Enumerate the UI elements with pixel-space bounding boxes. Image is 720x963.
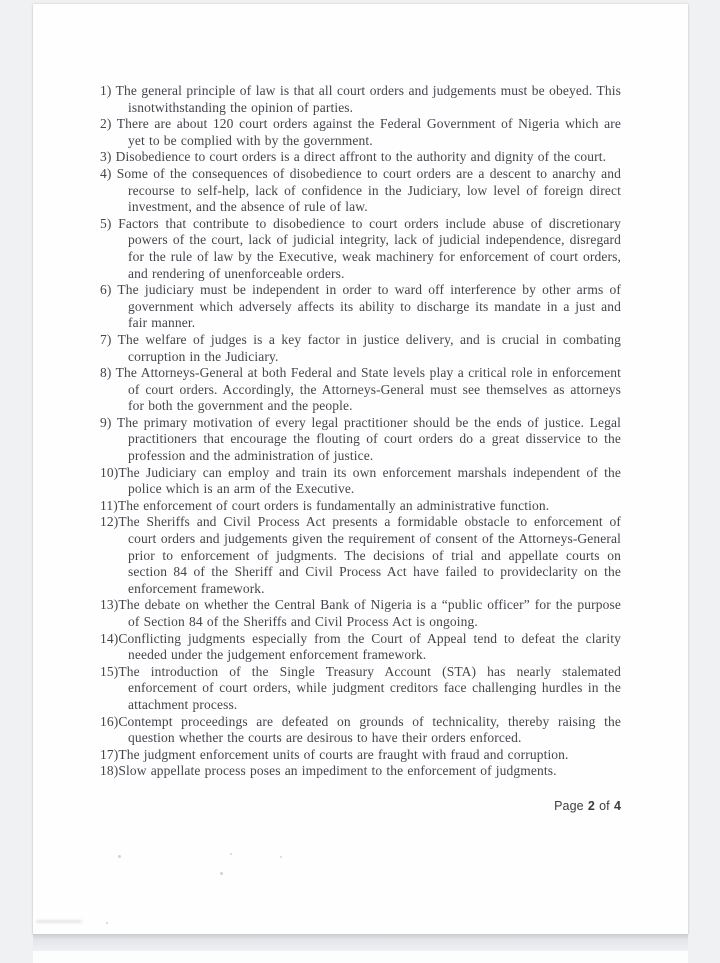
page-footer [100, 798, 621, 815]
list-item: 13)The debate on whether the Central Bank of Nigeria is a “public officer” for the purpose of Section 84 of the Sheriffs and Civil Process Act is ongoing. [100, 597, 621, 629]
scan-speck [280, 856, 282, 858]
page-gap-shadow [33, 934, 688, 951]
list-item: 4) Some of the consequences of disobedience to court orders are a descent to anarchy and recourse to self-help, lack of confidence in the Judiciary, low level of foreign direct investment, and the absence of rule of law. [100, 165, 621, 215]
list-item: 9) The primary motivation of every legal practitioner should be the ends of justice. Legal practitioners that encourage the flouting of court orders do a great disservice to the profession and the administration of justice. [100, 414, 621, 464]
next-page-edge [33, 951, 688, 963]
list-item: 6) The judiciary must be independent in order to ward off interference by other arms of government which adversely affects its ability to discharge its mandate in a just and fair manner. [100, 282, 621, 331]
footer-page-label: Page [554, 798, 584, 813]
page-content [100, 83, 621, 815]
list-item: 17)The judgment enforcement units of courts are fraught with fraud and corruption. [100, 746, 569, 762]
list-item: 3) Disobedience to court orders is a direct affront to the authority and dignity of the court. [100, 149, 607, 165]
scan-speck [118, 855, 121, 858]
list-item: 11)The enforcement of court orders is fundamentally an administrative function. [100, 497, 550, 513]
list-item: 18)Slow appellate process poses an impediment to the enforcement of judgments. [100, 763, 557, 779]
list-item: 16)Contempt proceedings are defeated on grounds of technicality, thereby raising the question whether the courts are desirous to have their orders enforced. [100, 713, 621, 746]
numbered-list [100, 83, 621, 780]
list-item: 10)The Judiciary can employ and train its own enforcement marshals independent of the police which is an arm of the Executive. [100, 464, 621, 497]
list-item: 7) The welfare of judges is a key factor in justice delivery, and is crucial in combating corruption in the Judiciary. [100, 331, 621, 364]
list-item: 5) Factors that contribute to disobedience to court orders include abuse of discretionary powers of the court, lack of judicial integrity, lack of judicial independence, disregard for the rule of law by the Executive, weak machinery for enforcement of court orders, and rendering of unenforceable orders. [100, 215, 621, 281]
list-item: 14)Conflicting judgments especially from the Court of Appeal tend to defeat the clarity needed under the judgement enforcement framework. [100, 630, 621, 663]
scan-speck [230, 853, 232, 855]
footer-total-pages: 4 [613, 798, 621, 813]
scan-smudge [36, 920, 82, 923]
document-page [33, 4, 688, 934]
list-item: 2) There are about 120 court orders against the Federal Government of Nigeria which are yet to be complied with by the government. [100, 116, 621, 148]
list-item: 8) The Attorneys-General at both Federal and State levels play a critical role in enforcement of court orders. Accordingly, the Attorneys-General must see themselves as attorneys for both the government and the people. [100, 365, 621, 414]
scan-speck [220, 872, 223, 875]
list-item: 1) The general principle of law is that all court orders and judgements must be obeyed. This isnotwithstanding the opinion of parties. [100, 83, 621, 115]
scan-speck [106, 922, 108, 924]
list-item: 15)The introduction of the Single Treasury Account (STA) has nearly stalemated enforcement of court orders, while judgment creditors face challenging hurdles in the attachment process. [100, 663, 621, 712]
list-item: 12)The Sheriffs and Civil Process Act presents a formidable obstacle to enforcement of court orders and judgements given the requirement of consent of the Attorneys-General prior to enforcement of judgments. The decisions of trial and appellate courts on section 84 of the Sheriff and Civil Process Act have failed to provideclarity on the enforcement framework. [100, 514, 621, 596]
footer-of-label: of [599, 798, 610, 813]
footer-page-number: 2 [587, 798, 595, 813]
